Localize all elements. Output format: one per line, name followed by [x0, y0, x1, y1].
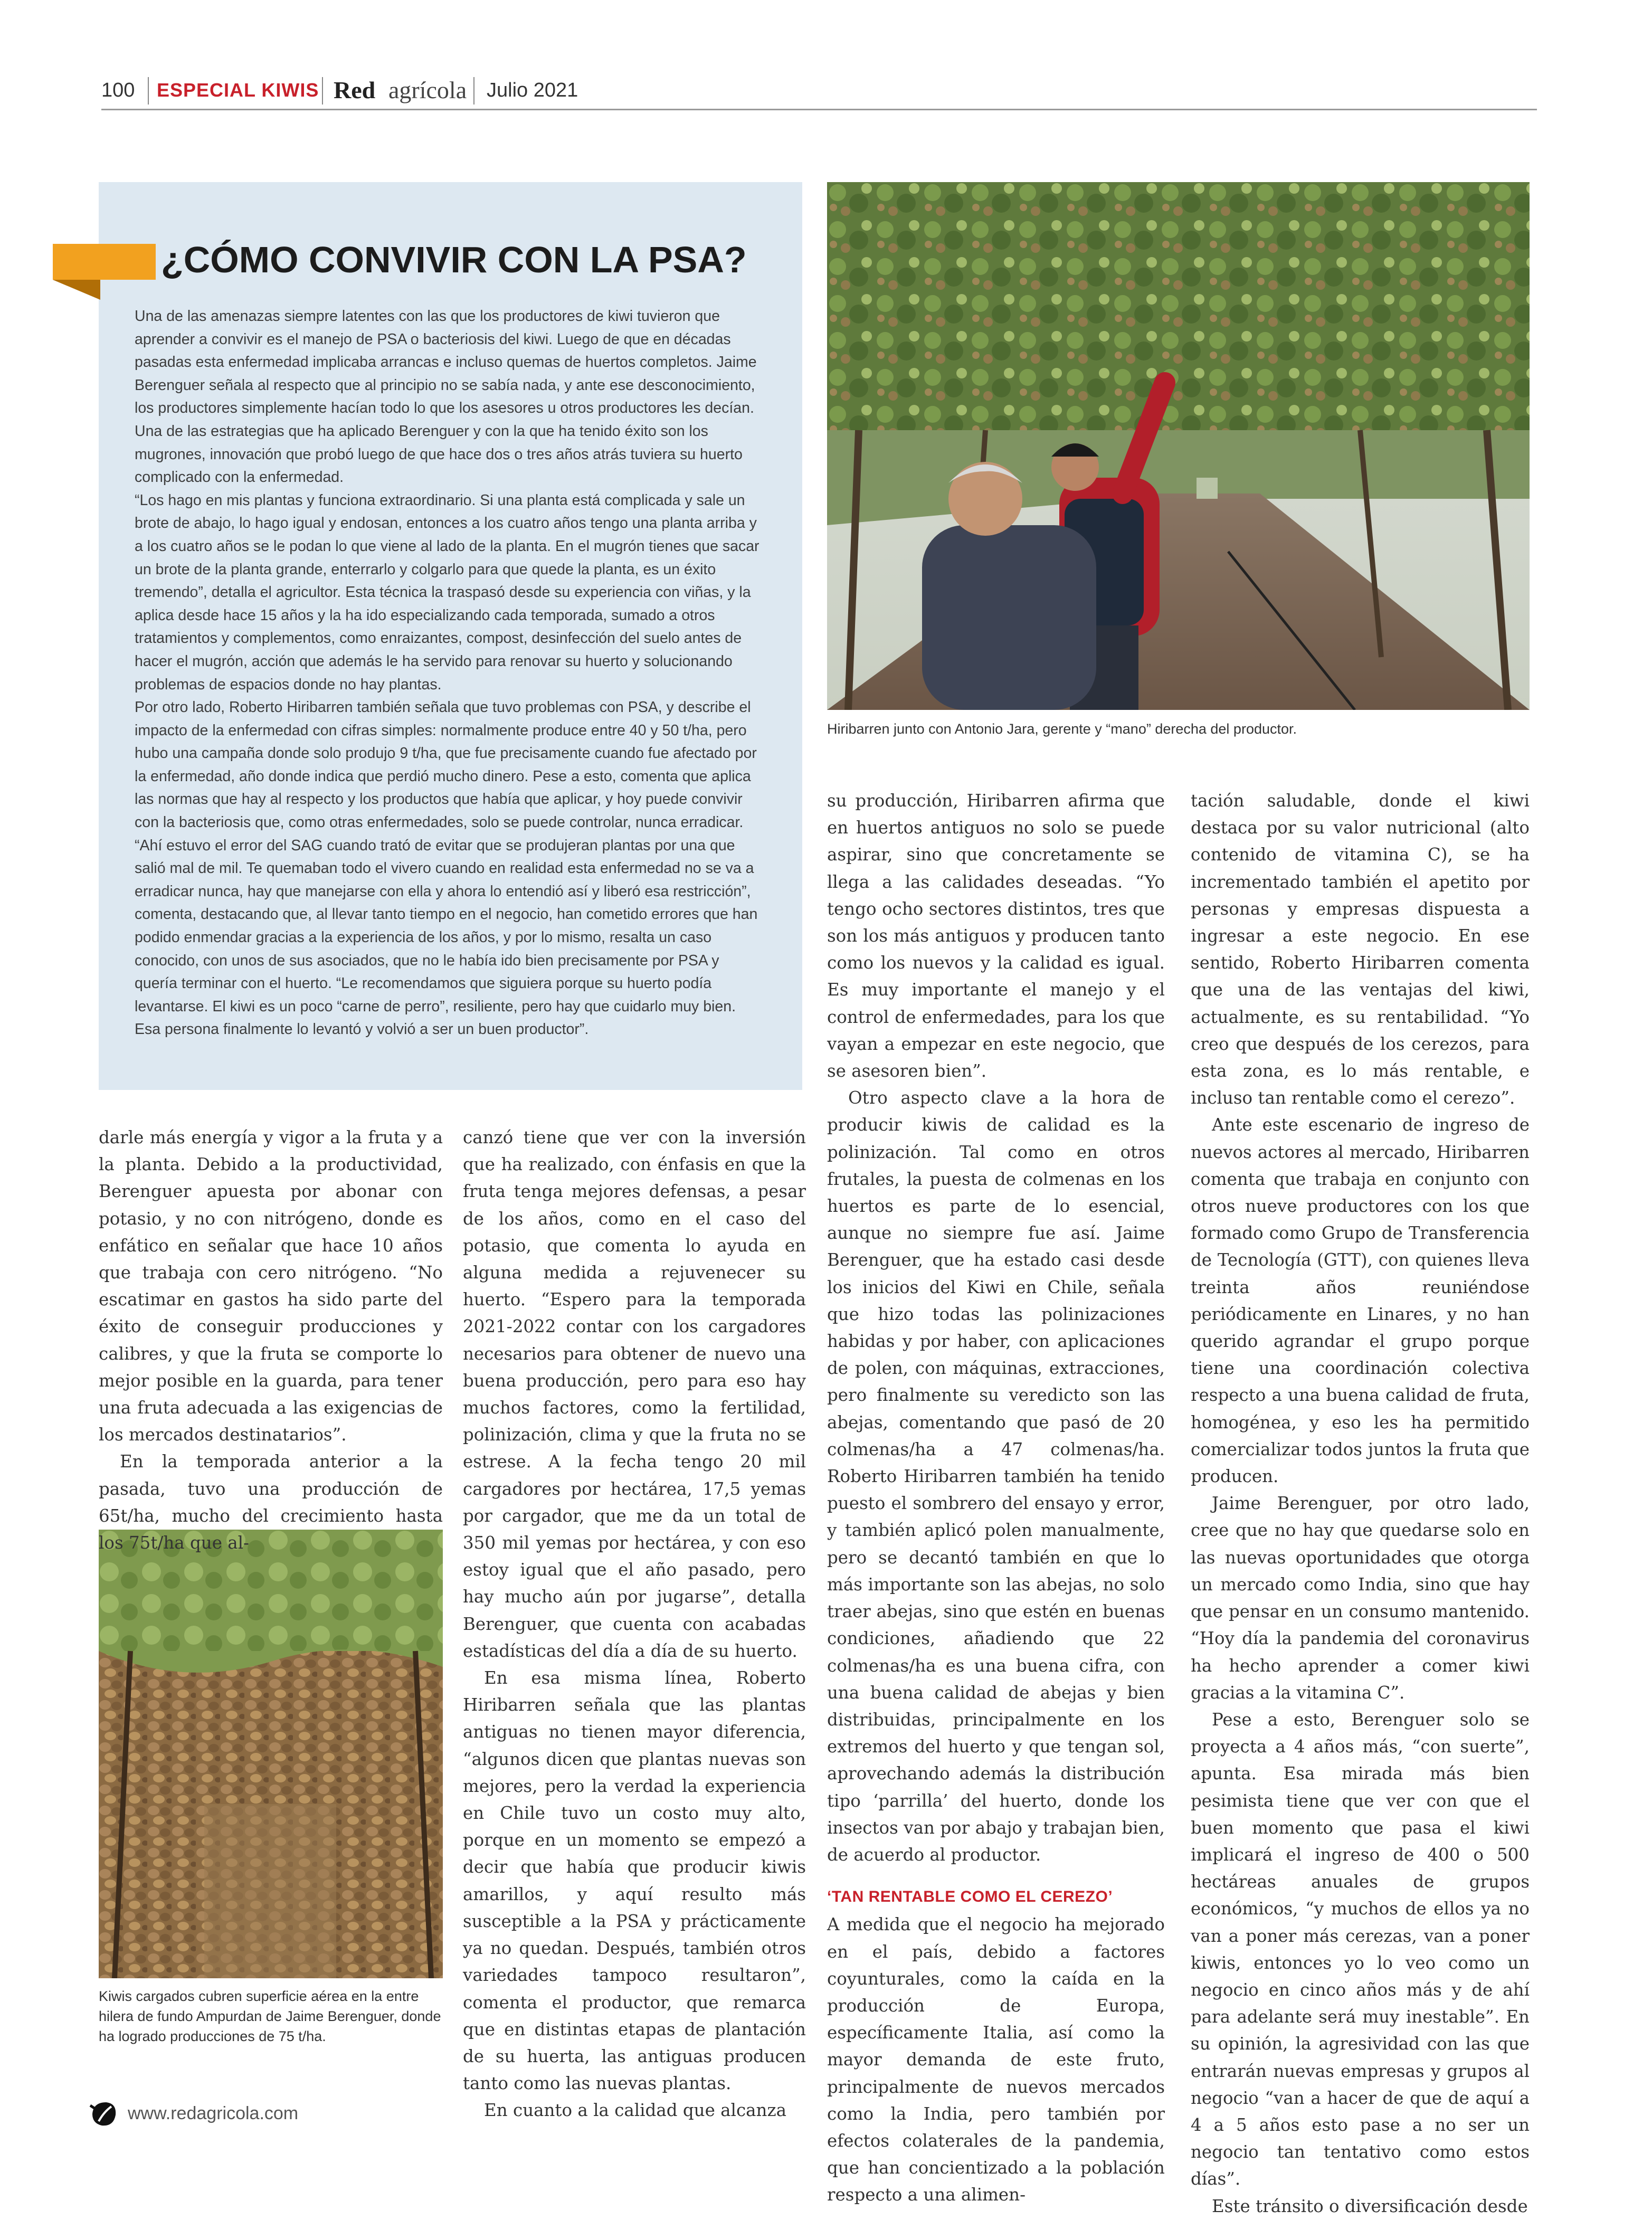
- article-paragraph: canzó tiene que ver con la inversión que ha realizado, con énfasis en que la fruta tenga mejores defensas, a pesar de los años, como en el caso del potasio, que comenta lo ayuda en alguna medida a rejuvenecer su huerto. “Espero para la temporada 2021-2022 contar con los cargadores necesarios para obtener de nuevo una buena producción, pero para eso hay muchos factores, como la fertilidad, polinización, clima y que la fruta no se estrese. A la fecha tengo 20 mil cargadores por hectárea, 17,5 yemas por cargador, que me da un total de 350 mil yemas por hectárea, y con eso estoy igual que el año pasado, pero hay mucho aún por jugarse”, detalla Berenguer, que cuenta con acabadas estadísticas del día a día de su huerto.: [463, 1127, 806, 1661]
- photo-caption: Hiribarren junto con Antonio Jara, gerente y “mano” derecha del productor.: [827, 721, 1297, 737]
- article-paragraph: En esa misma línea, Roberto Hiribarren señala que las plantas antiguas no tienen mayor diferencia, “algunos dicen que plantas nuevas son mejores, pero la verdad la experiencia en Chile tuvo un costo muy alto, porque en un momento se empezó a decir que había que producir kiwis amarillos, y aquí resulto más susceptible a la PSA y prácticamente ya no quedan. Después, también otros variedades tampoco resultaron”, comenta el productor, que remarca que en distintas etapas de plantación de su huerta, las antiguas producen tanto como las nuevas plantas.: [463, 1668, 806, 2094]
- issue-date: Julio 2021: [487, 79, 578, 101]
- sidebar-paragraph: Por otro lado, Roberto Hiribarren también señala que tuvo problemas con PSA, y describe el impacto de la enfermedad con cifras simples: normalmente produce entre 40 y 50 t/ha, pero hubo una campaña donde solo produjo 9 t/ha, que fue precisamente cuando fue afectado por la enfermedad, año donde indica que perdió mucho dinero. Pese a esto, comenta que aplica las normas que hay al respecto y los productos que había que aplicar, y hoy puede convivir con la bacteriosis que, como otras enfermedades, solo se puede controlar, nunca erradicar. “Ahí estuvo el error del SAG cuando trató de evitar que se produjeran plantas por una que salió mal de mil. Te quemaban todo el vivero cuando en realidad esta enfermedad no se va a erradicar nunca, hay que manejarse con ella y ahora lo entendió así y liberó esa restricción”, comenta, destacando que, al llevar tanto tiempo en el negocio, han cometido errores que han podido enmendar gracias a la experiencia de los años, y por lo mismo, resalta un caso conocido, con unos de sus asociados, que no le había ido bien precisamente por PSA y quería terminar con el huerto. “Le recomendamos que siguiera porque su huerto podía levantarse. El kiwi es un poco “carne de perro”, resiliente, pero hay que cuidarlo muy bien. Esa persona finalmente lo levantó y volvió a ser un buen productor”.: [135, 699, 758, 1038]
- redagricola-leaf-icon: [88, 2098, 120, 2132]
- article-paragraph: A medida que el negocio ha mejorado en el país, debido a factores coyunturales, como la caída en la producción de Europa, específicamente Italia, así como la mayor demanda de este fruto, principalmente de nuevos mercados como la India, pero también por efectos colaterales de la pandemia, que han concientizado a la población respecto a una alimen-: [827, 1914, 1165, 2205]
- article-paragraph: En cuanto a la calidad que alcanza: [484, 2100, 786, 2121]
- sidebar-tag-fold: [53, 280, 100, 300]
- photo-kiwi-canopy: [99, 1530, 443, 1978]
- sidebar-paragraph: Una de las amenazas siempre latentes con las que los productores de kiwi tuvieron que aprender a convivir es el manejo de PSA o bacteriosis del kiwi. Luego de que en décadas pasadas esta enfermedad implicaba arrancas e incluso quemas de huertos completos. Jaime Berenguer señala al respecto que al principio no se sabía nada, y ante ese desconocimiento, los productores simplemente hacían todo lo que los asesores u otros productores les decían. Una de las estrategias que ha aplicado Berenguer y con la que ha tenido éxito son los mugrones, innovación que probó luego de que hace dos o tres años atrás tuviera su huerto complicado con la enfermedad.: [135, 308, 757, 486]
- article-column-3: [827, 788, 1165, 2209]
- article-paragraph: En la temporada anterior a la pasada, tuvo una producción de 65t/ha, mucho del crecimiento hasta los 75t/ha que al-: [99, 1451, 443, 1553]
- article-paragraph: tación saludable, donde el kiwi destaca por su valor nutricional (alto contenido de vitamina C), se ha incrementado también el apetito por personas y empresas dispuesta a ingresar a este negocio. En ese sentido, Roberto Hiribarren comenta que una de las ventajas del kiwi, actualmente, es su rentabilidad. “Yo creo que después de los cerezos, para esta zona, es lo más rentable, e incluso tan rentable como el cerezo”.: [1191, 791, 1530, 1108]
- brand-logo-bold: Red: [334, 77, 376, 103]
- section-label: ESPECIAL KIWIS: [157, 79, 319, 101]
- article-paragraph: darle más energía y vigor a la fruta y a la planta. Debido a la productividad, Berenguer apuesta por abonar con potasio, y no con nitrógeno, donde es enfático en señalar que hace 10 años que trabaja con cero nitrógeno. “No escatimar en gastos ha sido parte del éxito de conseguir producciones y calibres, y que la fruta se comporte lo mejor posible en la guarda, para tener una fruta adecuada a las exigencias de los mercados destinatarios”.: [99, 1127, 443, 1445]
- sidebar-paragraph: “Los hago en mis plantas y funciona extraordinario. Si una planta está complicada y sale un brote de abajo, lo hago igual y endosan, entonces a los cuatro años tengo una planta arriba y a los cuatro años se le podan lo que viene al lado de la planta. En el mugrón tienes que sacar un brote de la planta grande, enterrarlo y colgarlo para que quede la planta, es un éxito tremendo”, detalla el agricultor. Esta técnica la traspasó desde su experiencia con viñas, y la aplica desde hace 15 años y la ha ido especializando cada temporada, sumado a otros tratamientos y complementos, como enraizantes, compost, desinfección del suelo antes de hacer el mugrón, acción que además le ha servido para renovar su huerto y solucionando problemas de espacios donde no hay plantas.: [135, 491, 759, 693]
- article-paragraph: Jaime Berenguer, por otro lado, cree que no hay que quedarse solo en las nuevas oportunidades que otorga un mercado como India, sino que hay que pensar en un consumo mantenido. “Hoy día la pandemia del coronavirus ha hecho aprender a comer kiwi gracias a la vitamina C”.: [1191, 1493, 1530, 1703]
- article-column-4: [1191, 788, 1530, 2220]
- article-paragraph: su producción, Hiribarren afirma que en huertos antiguos no solo se puede aspirar, sino que concretamente se llega a las calidades deseadas. “Yo tengo ocho sectores distintos, tres que son los más antiguos y producen tanto como los nuevos y la calidad es igual. Es muy importante el manejo y el control de enfermedades, para los que vayan a empezar en este negocio, que se asesoren bien”.: [827, 791, 1165, 1081]
- article-subhead: ‘TAN RENTABLE COMO EL CEREZO’: [827, 1888, 1113, 1906]
- footer-url[interactable]: www.redagricola.com: [128, 2103, 299, 2123]
- article-paragraph: Otro aspecto clave a la hora de producir kiwis de calidad es la polinización. Tal como en otros frutales, la puesta de colmenas en los huertos es parte de lo esencial, aunque no siempre fue así. Jaime Berenguer, que ha estado casi desde los inicios del Kiwi en Chile, señala que hizo todas las polinizaciones habidas y por haber, con aplicaciones de polen, con máquinas, extracciones, pero finalmente su veredicto son las abejas, comentando que pasó de 20 colmenas/ha a 47 colmenas/ha. Roberto Hiribarren también ha tenido puesto el sombrero del ensayo y error, y también aplicó polen manualmente, pero se decantó también en que lo más importante son las abejas, no solo traer abejas, sino que estén en buenas condiciones, añadiendo que 22 colmenas/ha es una buena cifra, con una buena calidad de abejas y bien distribuidas, principalmente en los extremos del huerto y que tengan sol, aprovechando además la distribución tipo ‘parrilla’ del huerto, donde los insectos van por abajo y trabajan bien, de acuerdo al productor.: [827, 1088, 1165, 1865]
- page-header: [101, 79, 1537, 111]
- brand-logo-light: agrícola: [388, 77, 467, 103]
- article-paragraph: Este tránsito o diversificación desde: [1212, 2196, 1528, 2216]
- article-paragraph: Pese a esto, Berenguer solo se proyecta a 4 años más, “con suerte”, apunta. Esa mirada más bien pesimista tiene que ver con que el buen momento que pasa el kiwi implicará el ingreso de 400 o 500 hectáreas anuales de grupos económicos, “y muchos de ellos ya no van a poner más cerezas, van a poner kiwis, entonces yo lo veo como un negocio en cinco años más y de ahí para adelante será muy inestable”. En su opinión, la agresividad con las que entrarán nuevas empresas y grupos al negocio “van a hacer de que de aquí a 4 a 5 años esto pase a no ser un negocio tan tentativo como estos días”.: [1191, 1709, 1530, 2189]
- header-rule: [101, 109, 1537, 110]
- article-paragraph: Ante este escenario de ingreso de nuevos actores al mercado, Hiribarren comenta que trabaja en conjunto con otros nueve productores con los que formado como Grupo de Transferencia de Tecnología (GTT), con quienes lleva treinta años reuniéndose periódicamente en Linares, y no han querido agrandar el grupo porque tiene una coordinación colectiva respecto a una buena calidad de fruta, homogénea, y eso les ha permitido comercializar todos juntos la fruta que producen.: [1191, 1115, 1530, 1487]
- sidebar-title: ¿CÓMO CONVIVIR CON LA PSA?: [161, 239, 747, 280]
- photo-caption: Kiwis cargados cubren superficie aérea en la entre hilera de fundo Ampurdan de Jaime Berenguer, donde ha logrado producciones de 75 t/ha.: [99, 1988, 441, 2044]
- photo-orchard-men: [827, 182, 1530, 710]
- sidebar-text: [135, 305, 760, 1041]
- header-divider: [322, 77, 323, 105]
- page-number: 100: [101, 79, 135, 101]
- sidebar-tag: [53, 244, 156, 280]
- header-divider: [473, 77, 474, 105]
- header-divider: [148, 77, 149, 105]
- article-column-2: [463, 1124, 806, 2124]
- article-column-1: [99, 1124, 443, 1557]
